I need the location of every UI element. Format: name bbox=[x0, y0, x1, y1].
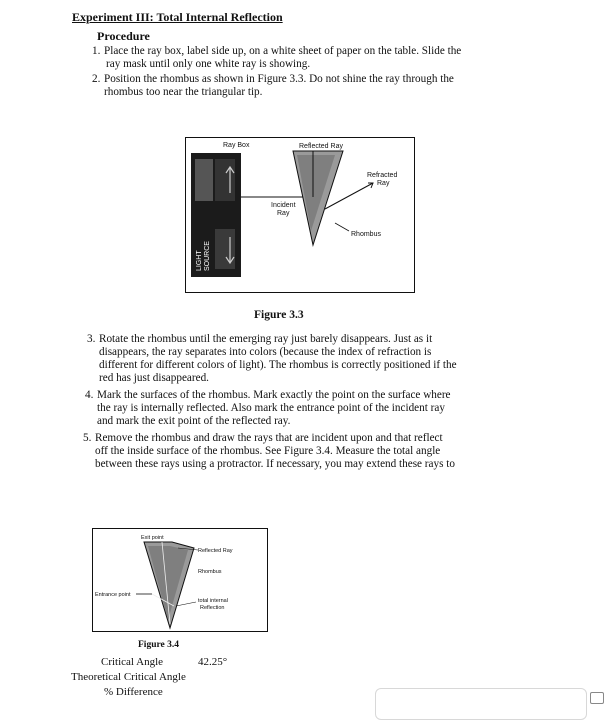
refracted-ray-label: Refracted bbox=[367, 172, 398, 179]
ray-box-mask bbox=[195, 159, 213, 201]
step-line: the ray is internally reflected. Also mark the entrance point of the incident ray bbox=[97, 402, 445, 414]
step-number: 3. bbox=[87, 333, 96, 345]
incident-ray-label: Ray bbox=[277, 210, 290, 217]
light-source-label: LIGHT bbox=[196, 250, 203, 271]
theoretical-angle-label: Theoretical Critical Angle bbox=[71, 671, 186, 683]
step-4 bbox=[85, 389, 537, 428]
step-line: Rotate the rhombus until the emerging ray just barely disappears. Just as it bbox=[99, 333, 433, 345]
exit-point-label: Exit point bbox=[141, 535, 164, 541]
step-line: disappears, the ray separates into colors (because the index of refraction is bbox=[99, 346, 432, 358]
step-line: rhombus too near the triangular tip. bbox=[104, 86, 263, 98]
step-number: 4. bbox=[85, 389, 94, 401]
step-line: Place the ray box, label side up, on a white sheet of paper on the table. Slide the bbox=[104, 45, 462, 57]
overlay-panel[interactable] bbox=[375, 688, 587, 720]
step-line: off the inside surface of the rhombus. See Figure 3.4. Measure the total angle bbox=[95, 445, 441, 457]
step-line: ray mask until only one white ray is showing. bbox=[106, 58, 311, 70]
step-line: Remove the rhombus and draw the rays that are incident upon and that reflect bbox=[95, 432, 443, 444]
procedure-heading: Procedure bbox=[97, 29, 150, 43]
ray-box-label: Ray Box bbox=[223, 142, 250, 149]
ray-box-slot-lower bbox=[215, 229, 235, 269]
tir-label: total internal bbox=[198, 598, 228, 604]
figure-3-4-caption: Figure 3.4 bbox=[138, 640, 179, 650]
tir-label: Reflection bbox=[200, 605, 225, 611]
entrance-point-label: Entrance point bbox=[95, 592, 131, 598]
ray-box-slot bbox=[215, 159, 235, 201]
step-line: Mark the surfaces of the rhombus. Mark exactly the point on the surface where bbox=[97, 389, 451, 401]
step-line: different for different colors of light). The rhombus is correctly positioned if the bbox=[99, 359, 457, 371]
rhombus-label: Rhombus bbox=[351, 231, 381, 238]
incident-ray-label: Incident bbox=[271, 202, 296, 209]
comment-icon[interactable] bbox=[590, 692, 604, 704]
experiment-title: Experiment III: Total Internal Reflection bbox=[72, 10, 283, 24]
percent-difference-label: % Difference bbox=[104, 686, 163, 698]
rhombus-label: Rhombus bbox=[198, 569, 222, 575]
figure-3-3-diagram bbox=[185, 137, 415, 293]
step-number: 2. bbox=[92, 73, 101, 85]
figure-3-3-caption: Figure 3.3 bbox=[254, 309, 304, 321]
step-5 bbox=[83, 432, 535, 471]
reflected-ray-label: Reflected Ray bbox=[299, 143, 343, 150]
reflected-ray-label: Reflected Ray bbox=[198, 548, 233, 554]
step-1 bbox=[92, 45, 534, 71]
figure-3-4-diagram bbox=[92, 528, 268, 632]
step-3 bbox=[87, 333, 539, 385]
step-line: Position the rhombus as shown in Figure 3.3. Do not shine the ray through the bbox=[104, 73, 454, 85]
step-number: 5. bbox=[83, 432, 92, 444]
critical-angle-label: Critical Angle bbox=[101, 656, 164, 668]
step-line: red has just disappeared. bbox=[99, 372, 209, 384]
light-source-label: SOURCE bbox=[204, 241, 211, 271]
critical-angle-value: 42.25° bbox=[198, 656, 228, 668]
step-line: and mark the exit point of the reflected ray. bbox=[97, 415, 291, 427]
refracted-ray-label: Ray bbox=[377, 180, 390, 187]
step-line: between these rays using a protractor. If necessary, you may extend these rays to bbox=[95, 458, 455, 470]
step-number: 1. bbox=[92, 45, 101, 57]
step-2 bbox=[92, 73, 534, 99]
